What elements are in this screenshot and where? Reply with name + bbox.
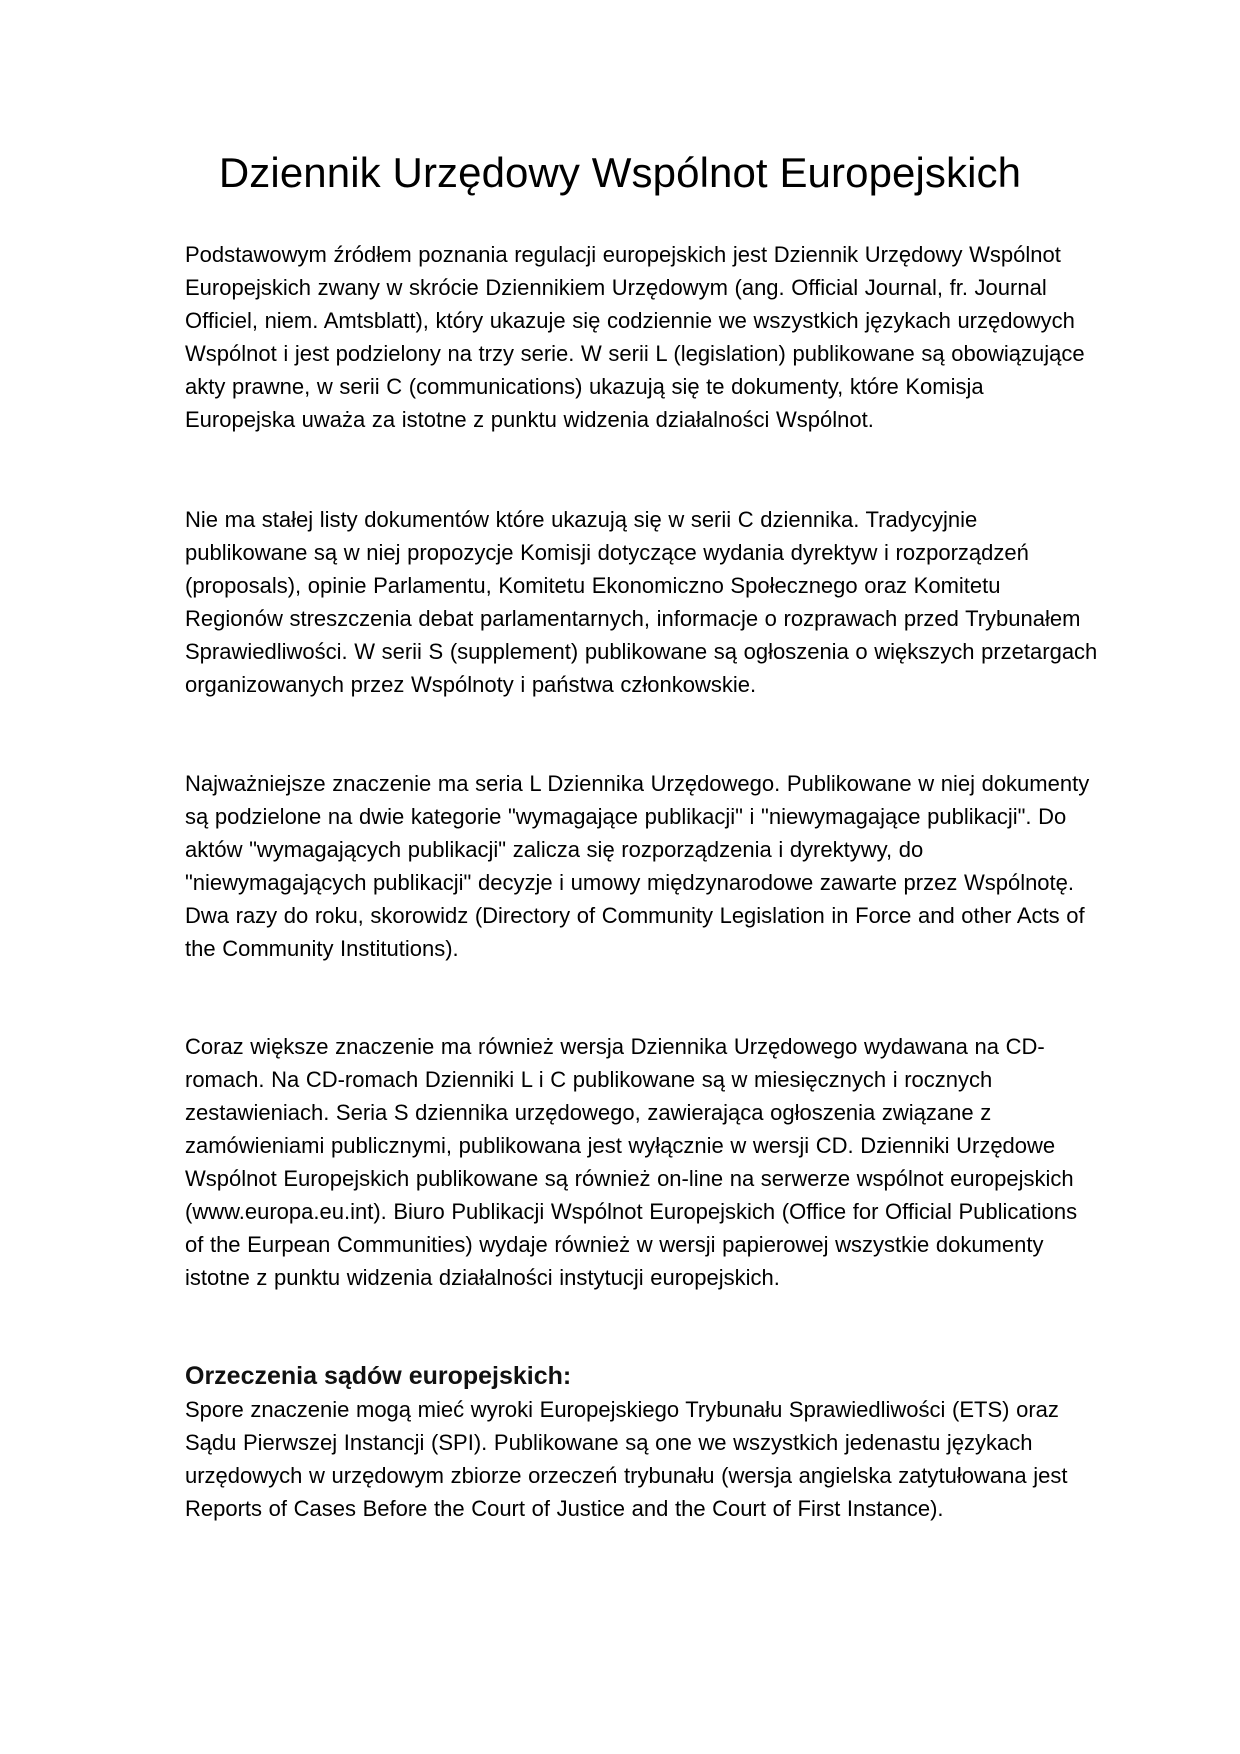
- document-title: Dziennik Urzędowy Wspólnot Europejskich: [218, 149, 1022, 196]
- paragraph-cd-rom-edition: Coraz większe znaczenie ma również wersja Dziennika Urzędowego wydawana na CD-romach. Na CD-romach Dzienniki L i C publikowane są w miesięcznych i rocznych zestawieniach. Seria S dziennika urzędowego, zawierająca ogłoszenia związane z zamówieniami publicznymi, publikowana jest wyłącznie w wersji CD. Dzienniki Urzędowe Wspólnot Europejskich publikowane są również on-line na serwerze wspólnot europejskich (www.europa.eu.int). Biuro Publikacji Wspólnot Europejskich (Office for Official Publications of the Eurpean Communities) wydaje również w wersji papierowej wszystkie dokumenty istotne z punktu widzenia działalności instytucji europejskich.: [185, 1034, 1078, 1290]
- paragraph-official-journal-intro: Podstawowym źródłem poznania regulacji europejskich jest Dziennik Urzędowy Wspólnot Europejskich zwany w skrócie Dziennikiem Urzędowym (ang. Official Journal, fr. Journal Officiel, niem. Amtsblatt), który ukazuje się codziennie we wszystkich językach urzędowych Wspólnot i jest podzielony na trzy serie. W serii L (legislation) publikowane są obowiązujące akty prawne, w serii C (communications) ukazują się te dokumenty, które Komisja Europejska uważa za istotne z punktu widzenia działalności Wspólnot.: [185, 242, 1085, 432]
- paragraph-series-l: Najważniejsze znaczenie ma seria L Dziennika Urzędowego. Publikowane w niej dokumenty są podzielone na dwie kategorie "wymagające publikacji" i "niewymagające publikacji". Do aktów "wymagających publikacji" zalicza się rozporządzenia i dyrektywy, do "niewymagających publikacji" decyzje i umowy międzynarodowe zawarte przez Wspólnotę. Dwa razy do roku, skorowidz (Directory of Community Legislation in Force and other Acts of the Community Institutions).: [185, 771, 1090, 961]
- paragraph-court-rulings: Spore znaczenie mogą mieć wyroki Europejskiego Trybunału Sprawiedliwości (ETS) oraz Sądu Pierwszej Instancji (SPI). Publikowane są one we wszystkich jedenastu językach urzędowych w urzędowym zbiorze orzeczeń trybunału (wersja angielska zatytułowana jest Reports of Cases Before the Court of Justice and the Court of First Instance).: [185, 1397, 1068, 1521]
- section-heading-court-rulings: Orzeczenia sądów europejskich:: [185, 1362, 572, 1390]
- paragraph-series-c: Nie ma stałej listy dokumentów które ukazują się w serii C dziennika. Tradycyjnie publikowane są w niej propozycje Komisji dotyczące wydania dyrektyw i rozporządzeń (proposals), opinie Parlamentu, Komitetu Ekonomiczno Społecznego oraz Komitetu Regionów streszczenia debat parlamentarnych, informacje o rozprawach przed Trybunałem Sprawiedliwości. W serii S (supplement) publikowane są ogłoszenia o większych przetargach organizowanych przez Wspólnoty i państwa członkowskie.: [185, 507, 1098, 697]
